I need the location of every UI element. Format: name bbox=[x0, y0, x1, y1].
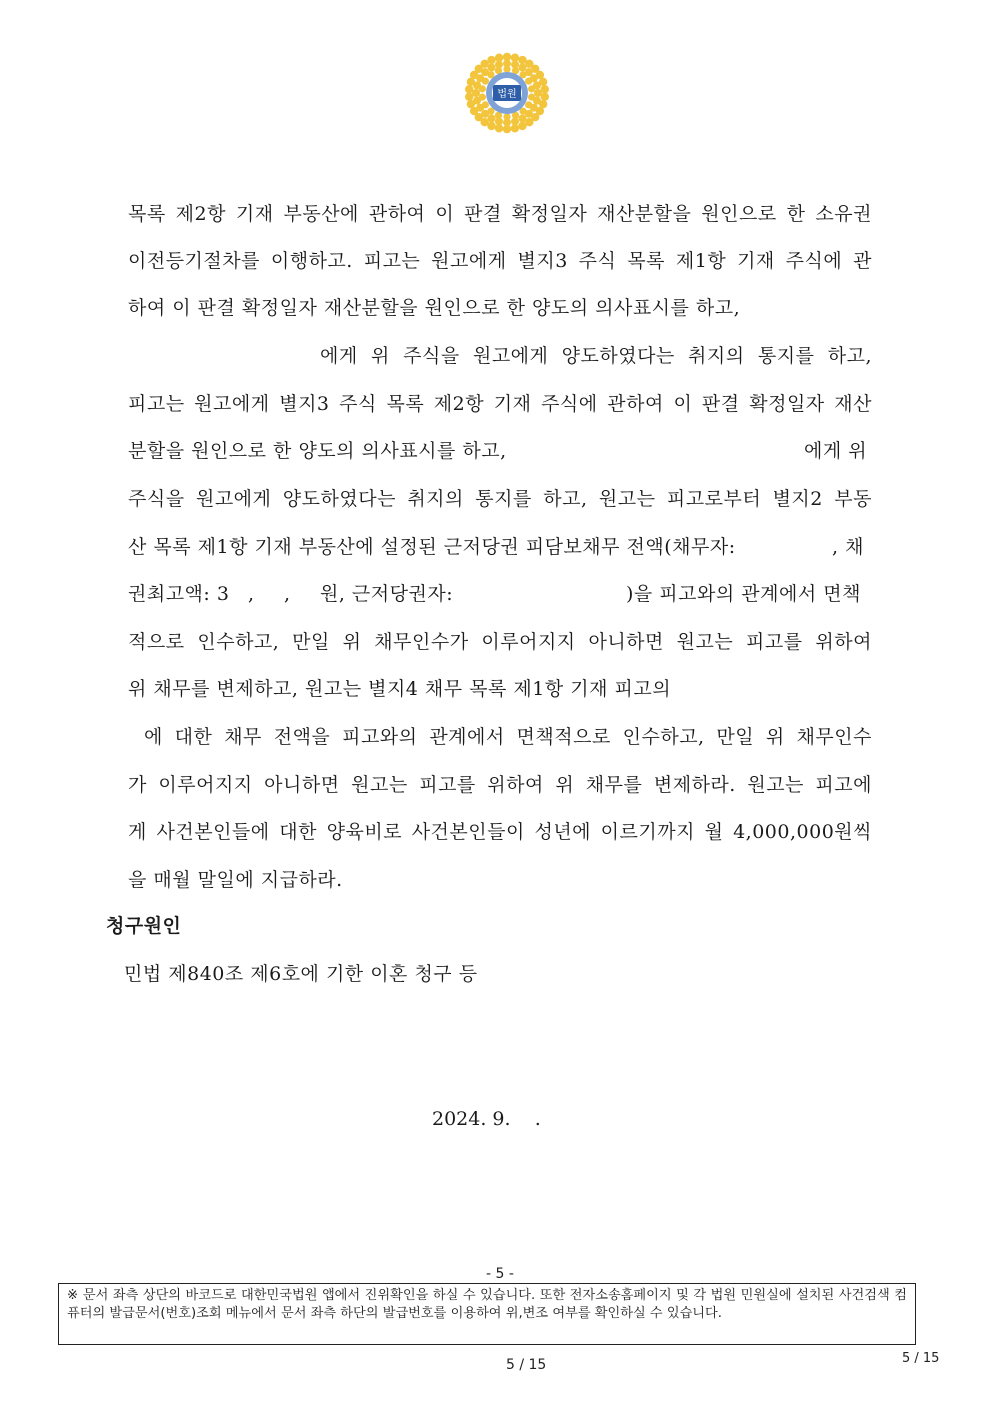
emblem-petal bbox=[487, 56, 495, 64]
page-number: - 5 - bbox=[486, 1266, 514, 1282]
body-line: 에 대한 채무 전액을 피고와의 관계에서 면책적으로 인수하고, 만일 위 채무인수 bbox=[144, 726, 872, 748]
body-line: 이전등기절차를 이행하고. 피고는 원고에게 별지3 주식 목록 제1항 기재 주식에 관 bbox=[128, 250, 872, 272]
emblem-petal bbox=[525, 78, 532, 85]
body-line: 원, 근저당권자: bbox=[320, 583, 454, 605]
emblem-petal bbox=[488, 64, 496, 72]
body-line: 을 매월 말일에 지급하라. bbox=[128, 869, 343, 891]
body-line: 에게 위 주식을 원고에게 양도하였다는 취지의 통지를 하고, bbox=[320, 345, 872, 367]
section-heading: 청구원인 bbox=[106, 915, 182, 937]
body-line: 게 사건본인들에 대한 양육비로 사건본인들이 성년에 이르기까지 월 4,000,000원씩 bbox=[128, 821, 872, 843]
body-line: 피고는 원고에게 별지3 주식 목록 제2항 기재 주식에 관하여 이 판결 확정일자 재산 bbox=[128, 393, 872, 415]
emblem-petal bbox=[503, 113, 510, 120]
body-line: , bbox=[248, 583, 255, 605]
emblem-petal bbox=[528, 85, 535, 92]
claim-cause: 민법 제840조 제6호에 기한 이혼 청구 등 bbox=[124, 963, 478, 985]
document-date: 2024. 9. . bbox=[432, 1108, 541, 1130]
body-line: 에게 위 bbox=[804, 440, 868, 462]
emblem-petal bbox=[528, 94, 535, 101]
emblem-petal bbox=[488, 115, 496, 123]
emblem-petal bbox=[482, 78, 489, 85]
emblem-label: 법원 bbox=[497, 89, 517, 100]
emblem-petal bbox=[519, 115, 527, 123]
body-line: 산 목록 제1항 기재 부동산에 설정된 근저당권 피담보채무 전액(채무자: bbox=[128, 536, 736, 558]
body-line: , bbox=[284, 583, 291, 605]
emblem-petal bbox=[503, 66, 510, 73]
emblem-petal bbox=[519, 64, 527, 72]
body-line: )을 피고와의 관계에서 면책 bbox=[626, 583, 861, 605]
emblem-petal bbox=[482, 101, 489, 108]
body-line: , 채 bbox=[832, 536, 864, 558]
body-line: 목록 제2항 기재 부동산에 관하여 이 판결 확정일자 재산분할을 원인으로 한 소유권 bbox=[128, 203, 872, 225]
emblem-petal bbox=[479, 85, 486, 92]
body-line: 분할을 원인으로 한 양도의 의사표시를 하고, bbox=[128, 440, 507, 462]
body-line: 가 이루어지지 아니하면 원고는 피고를 위하여 위 채무를 변제하라. 원고는 피고에 bbox=[128, 774, 872, 796]
body-line: 하여 이 판결 확정일자 재산분할을 원인으로 한 양도의 의사표시를 하고, bbox=[128, 297, 741, 319]
page-count-corner: 5 / 15 bbox=[902, 1351, 940, 1366]
body-line: 권최고액: 3 bbox=[128, 583, 230, 605]
emblem-petal bbox=[518, 122, 526, 130]
body-line: 위 채무를 변제하고, 원고는 별지4 채무 목록 제1항 기재 피고의 bbox=[128, 678, 672, 700]
emblem-petal bbox=[479, 94, 486, 101]
emblem-petal bbox=[525, 101, 532, 108]
body-line: 적으로 인수하고, 만일 위 채무인수가 이루어지지 아니하면 원고는 피고를 위하여 bbox=[128, 631, 872, 653]
emblem-petal bbox=[534, 89, 542, 97]
emblem-petal bbox=[472, 89, 480, 97]
verification-notice: ※ 문서 좌측 상단의 바코드로 대한민국법원 앱에서 진위확인을 하실 수 있습니다. 또한 전자소송홈페이지 및 각 법원 민원실에 설치된 사건검색 컴퓨터의 발급문서(번호)조회 메뉴에서 문서 좌측 하단의 발급번호를 이용하여 위,변조 여부를 확인하실 수 있습니다. bbox=[58, 1283, 916, 1345]
page-count: 5 / 15 bbox=[506, 1357, 547, 1373]
body-line: 주식을 원고에게 양도하였다는 취지의 통지를 하고, 원고는 피고로부터 별지2 부동 bbox=[128, 488, 872, 510]
court-emblem-icon bbox=[462, 48, 552, 138]
